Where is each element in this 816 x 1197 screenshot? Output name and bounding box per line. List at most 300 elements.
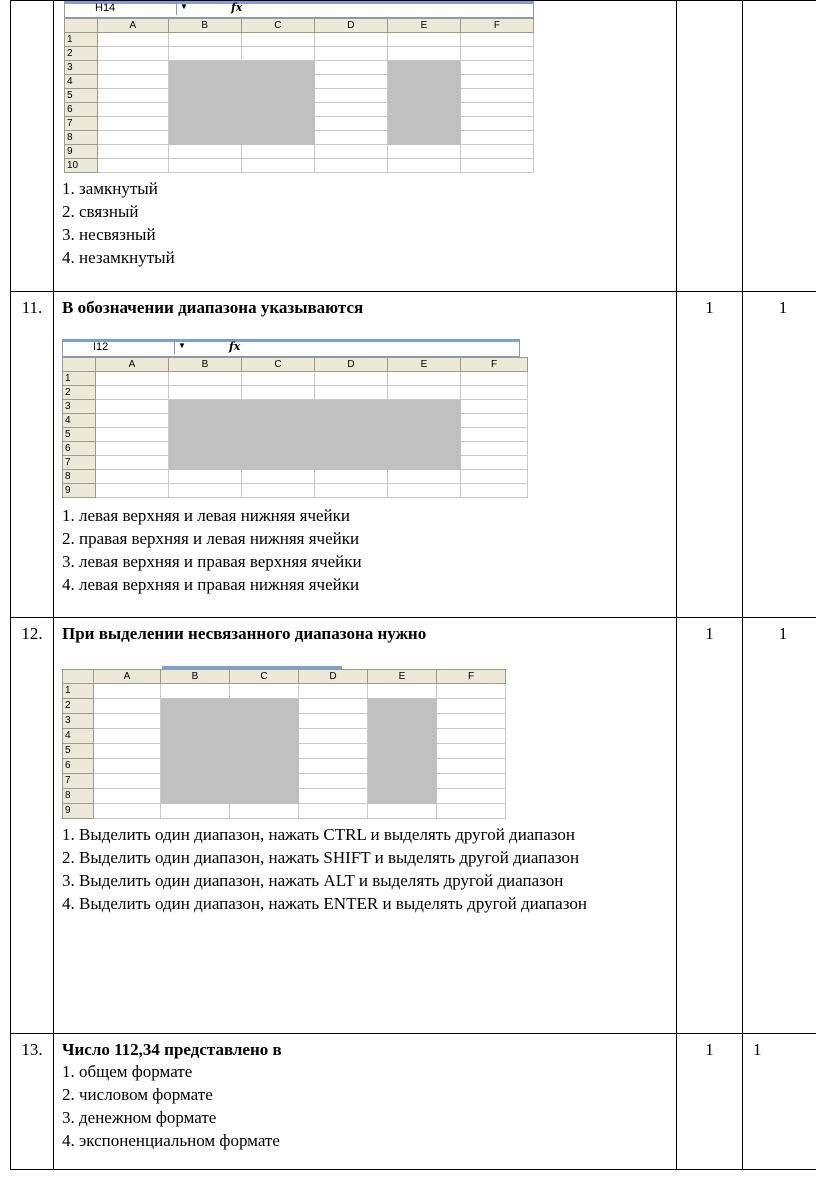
cell — [460, 89, 533, 103]
grid-row — [63, 470, 528, 484]
cell — [230, 744, 299, 759]
cell — [241, 61, 314, 75]
cell — [299, 744, 368, 759]
cell — [230, 699, 299, 714]
question-row-12 — [11, 618, 816, 1034]
cell — [242, 372, 315, 386]
answer-list — [62, 1060, 670, 1152]
answer-option: 4. незамкнутый — [62, 248, 175, 267]
cell — [315, 470, 388, 484]
row-header: 10 — [65, 159, 98, 173]
column-header: F — [460, 19, 533, 33]
cell — [460, 159, 533, 173]
formula-bar — [62, 339, 520, 357]
answer-option: 4. Выделить один диапазон, нажать ENTER и выделять другой диапазон — [62, 894, 587, 913]
answer-option: 1. Выделить один диапазон, нажать CTRL и выделять другой диапазон — [62, 825, 575, 844]
answer-option: 2. Выделить один диапазон, нажать SHIFT и выделять другой диапазон — [62, 848, 580, 867]
grid-row — [63, 759, 506, 774]
cell — [315, 428, 388, 442]
cell — [387, 159, 460, 173]
cell — [169, 372, 242, 386]
cell — [94, 729, 161, 744]
cell — [242, 414, 315, 428]
row-header: 6 — [65, 103, 98, 117]
cell — [230, 684, 299, 699]
dropdown-arrow-icon: ▼ — [180, 2, 188, 11]
cell — [97, 131, 168, 145]
cell — [97, 47, 168, 61]
cell — [161, 759, 230, 774]
cell — [242, 428, 315, 442]
cell — [168, 89, 241, 103]
cell — [168, 131, 241, 145]
grid-row — [63, 484, 528, 498]
column-header: A — [97, 19, 168, 33]
corner-cell — [63, 358, 96, 372]
cell — [241, 117, 314, 131]
cell — [94, 804, 161, 819]
grid-row — [63, 684, 506, 699]
row-header: 1 — [63, 684, 94, 699]
question-title: В обозначении диапазона указываются — [62, 298, 364, 317]
cell — [242, 400, 315, 414]
grid-row — [63, 774, 506, 789]
grid-row — [65, 131, 534, 145]
cell — [97, 117, 168, 131]
cell — [242, 442, 315, 456]
formula-bar — [64, 1, 534, 18]
name-box: I12 — [63, 340, 175, 354]
cell — [230, 774, 299, 789]
cell — [94, 789, 161, 804]
cell — [168, 75, 241, 89]
answer-option: 2. связный — [62, 202, 139, 221]
cell — [388, 484, 461, 498]
grid-row — [63, 428, 528, 442]
test-table — [10, 0, 816, 1170]
cell — [230, 714, 299, 729]
cell — [461, 372, 528, 386]
cell — [161, 684, 230, 699]
dropdown-arrow-icon: ▼ — [178, 341, 186, 350]
column-header: A — [96, 358, 169, 372]
corner-cell — [65, 19, 98, 33]
cell — [299, 729, 368, 744]
cell — [315, 372, 388, 386]
cell — [161, 774, 230, 789]
cell — [96, 428, 169, 442]
grid-row — [65, 47, 534, 61]
row-header: 8 — [63, 470, 96, 484]
cell — [315, 456, 388, 470]
grid-row — [65, 103, 534, 117]
cell — [242, 456, 315, 470]
row-header: 7 — [63, 456, 96, 470]
cell — [437, 759, 506, 774]
cell — [314, 33, 387, 47]
cell — [461, 386, 528, 400]
fx-icon: fx — [229, 340, 241, 353]
cell — [461, 414, 528, 428]
cell — [299, 789, 368, 804]
answer-option: 3. левая верхняя и правая верхняя ячейки — [62, 552, 362, 571]
grid-row — [63, 414, 528, 428]
cell — [169, 428, 242, 442]
cell — [241, 89, 314, 103]
answer-option: 4. экспоненциальном формате — [62, 1131, 280, 1150]
column-header: C — [241, 19, 314, 33]
score-cell — [677, 1, 743, 292]
cell — [315, 442, 388, 456]
cell — [368, 744, 437, 759]
grid-row — [65, 33, 534, 47]
cell — [242, 484, 315, 498]
cell — [461, 400, 528, 414]
row-header: 5 — [65, 89, 98, 103]
cell — [94, 699, 161, 714]
cell — [461, 442, 528, 456]
cell — [314, 89, 387, 103]
grid-row — [65, 145, 534, 159]
fx-icon: fx — [231, 1, 243, 14]
cell — [169, 400, 242, 414]
row-header: 4 — [63, 414, 96, 428]
cell — [96, 372, 169, 386]
cell — [96, 456, 169, 470]
cell — [299, 699, 368, 714]
cell — [96, 484, 169, 498]
score-cell: 1 — [677, 292, 743, 618]
cell — [315, 400, 388, 414]
cell — [241, 103, 314, 117]
cell — [169, 442, 242, 456]
cell — [461, 428, 528, 442]
cell — [460, 33, 533, 47]
cell — [168, 103, 241, 117]
cell — [94, 759, 161, 774]
cell — [368, 684, 437, 699]
cell — [388, 456, 461, 470]
row-header: 6 — [63, 442, 96, 456]
column-header: B — [168, 19, 241, 33]
grid-row — [65, 159, 534, 173]
cell — [388, 414, 461, 428]
cell-grid — [62, 357, 528, 498]
column-header: F — [461, 358, 528, 372]
row-header: 9 — [63, 484, 96, 498]
cell — [460, 117, 533, 131]
cell — [299, 684, 368, 699]
cell-grid — [62, 669, 506, 819]
score-cell: 1 — [743, 618, 816, 1034]
cell — [230, 804, 299, 819]
cell — [388, 442, 461, 456]
cell — [161, 789, 230, 804]
cell — [168, 47, 241, 61]
cell — [242, 386, 315, 400]
cell — [315, 484, 388, 498]
cell — [241, 33, 314, 47]
column-header: C — [242, 358, 315, 372]
grid-row — [63, 400, 528, 414]
cell — [315, 414, 388, 428]
question-body — [54, 1, 677, 292]
score-cell: 1 — [677, 618, 743, 1034]
column-header: B — [169, 358, 242, 372]
cell — [299, 759, 368, 774]
grid-row — [65, 75, 534, 89]
grid-row — [63, 386, 528, 400]
answer-list — [62, 177, 670, 269]
grid-row — [63, 744, 506, 759]
cell — [387, 33, 460, 47]
cell — [314, 75, 387, 89]
grid-row — [65, 117, 534, 131]
cell — [437, 789, 506, 804]
cell — [460, 131, 533, 145]
cell — [314, 145, 387, 159]
cell — [168, 159, 241, 173]
question-number — [11, 1, 54, 292]
cell — [387, 145, 460, 159]
answer-option: 3. денежном формате — [62, 1108, 217, 1127]
cell — [299, 714, 368, 729]
cell — [368, 714, 437, 729]
cell — [242, 470, 315, 484]
row-header: 8 — [63, 789, 94, 804]
cell — [368, 789, 437, 804]
grid-row — [65, 89, 534, 103]
row-header: 9 — [65, 145, 98, 159]
score-cell: 1 — [743, 292, 816, 618]
cell — [299, 804, 368, 819]
question-title: Число 112,34 представлено в — [62, 1040, 282, 1059]
cell — [168, 117, 241, 131]
cell-grid — [64, 18, 534, 173]
question-number: 13. — [11, 1034, 54, 1170]
cell — [96, 386, 169, 400]
cell — [161, 729, 230, 744]
cell — [169, 456, 242, 470]
row-header: 6 — [63, 759, 94, 774]
cell — [460, 75, 533, 89]
row-header: 8 — [65, 131, 98, 145]
question-body — [54, 292, 677, 618]
row-header: 3 — [63, 714, 94, 729]
score-cell: 1 — [677, 1034, 743, 1170]
answer-list — [62, 823, 670, 915]
cell — [161, 714, 230, 729]
column-header: B — [161, 670, 230, 684]
cell — [96, 470, 169, 484]
cell — [314, 159, 387, 173]
cell — [314, 117, 387, 131]
grid-row — [63, 699, 506, 714]
grid-row — [65, 61, 534, 75]
cell — [168, 145, 241, 159]
grid-row — [63, 729, 506, 744]
answer-option: 2. правая верхняя и левая нижняя ячейки — [62, 529, 360, 548]
column-header: E — [387, 19, 460, 33]
row-header: 1 — [65, 33, 98, 47]
row-header: 1 — [63, 372, 96, 386]
cell — [230, 729, 299, 744]
cell — [314, 61, 387, 75]
cell — [230, 759, 299, 774]
cell — [388, 470, 461, 484]
cell — [96, 414, 169, 428]
column-header: E — [368, 670, 437, 684]
score-cell: 1 — [743, 1034, 816, 1170]
cell — [387, 103, 460, 117]
grid-row — [63, 804, 506, 819]
spreadsheet-image — [62, 666, 502, 819]
cell — [368, 699, 437, 714]
cell — [161, 804, 230, 819]
name-box: H14 — [65, 1, 177, 15]
column-header: D — [299, 670, 368, 684]
score-cell — [743, 1, 816, 292]
cell — [169, 484, 242, 498]
row-header: 3 — [63, 400, 96, 414]
cell — [387, 131, 460, 145]
cell — [97, 61, 168, 75]
column-header: D — [314, 19, 387, 33]
cell — [315, 386, 388, 400]
cell — [241, 159, 314, 173]
spreadsheet-image — [62, 339, 520, 498]
cell — [368, 804, 437, 819]
cell — [169, 386, 242, 400]
cell — [368, 729, 437, 744]
cell — [241, 75, 314, 89]
column-header: E — [388, 358, 461, 372]
cell — [96, 442, 169, 456]
cell — [437, 729, 506, 744]
cell — [387, 75, 460, 89]
row-header: 7 — [65, 117, 98, 131]
cell — [460, 47, 533, 61]
cell — [97, 145, 168, 159]
cell — [97, 89, 168, 103]
column-header-row — [63, 358, 528, 372]
row-header: 9 — [63, 804, 94, 819]
question-row-11 — [11, 292, 816, 618]
cell — [168, 61, 241, 75]
question-row-10 — [11, 1, 816, 292]
answer-option: 1. замкнутый — [62, 179, 158, 198]
cell — [168, 33, 241, 47]
cell — [387, 47, 460, 61]
cell — [461, 456, 528, 470]
cell — [241, 131, 314, 145]
cell — [437, 714, 506, 729]
cell — [96, 400, 169, 414]
question-number: 12. — [11, 618, 54, 1034]
row-header: 2 — [63, 699, 94, 714]
cell — [97, 159, 168, 173]
question-number: 11. — [11, 292, 54, 618]
cell — [460, 61, 533, 75]
cell — [299, 774, 368, 789]
cell — [368, 759, 437, 774]
cell — [461, 484, 528, 498]
cell — [94, 684, 161, 699]
row-header: 7 — [63, 774, 94, 789]
row-header: 2 — [65, 47, 98, 61]
question-body — [54, 1034, 677, 1170]
answer-option: 2. числовом формате — [62, 1085, 213, 1104]
cell — [94, 744, 161, 759]
answer-option: 3. Выделить один диапазон, нажать ALT и выделять другой диапазон — [62, 871, 564, 890]
cell — [314, 131, 387, 145]
cell — [241, 47, 314, 61]
answer-option: 4. левая верхняя и правая нижняя ячейки — [62, 575, 360, 594]
cell — [314, 47, 387, 61]
column-header-row — [65, 19, 534, 33]
cell — [169, 470, 242, 484]
cell — [437, 804, 506, 819]
row-header: 5 — [63, 744, 94, 759]
cell — [161, 699, 230, 714]
cell — [97, 33, 168, 47]
cell — [460, 145, 533, 159]
grid-row — [63, 442, 528, 456]
row-header: 5 — [63, 428, 96, 442]
question-title: При выделении несвязанного диапазона нужно — [62, 624, 427, 643]
cell — [388, 400, 461, 414]
question-row-13 — [11, 1034, 816, 1170]
cell — [97, 103, 168, 117]
row-header: 3 — [65, 61, 98, 75]
cell — [437, 744, 506, 759]
answer-list — [62, 504, 670, 596]
cell — [437, 699, 506, 714]
column-header: A — [94, 670, 161, 684]
cell — [230, 789, 299, 804]
grid-row — [63, 789, 506, 804]
answer-option: 3. несвязный — [62, 225, 156, 244]
row-header: 4 — [63, 729, 94, 744]
cell — [314, 103, 387, 117]
row-header: 4 — [65, 75, 98, 89]
column-header: F — [437, 670, 506, 684]
question-body — [54, 618, 677, 1034]
cell — [388, 428, 461, 442]
cell — [388, 386, 461, 400]
cell — [94, 774, 161, 789]
cell — [97, 75, 168, 89]
cell — [368, 774, 437, 789]
cell — [387, 89, 460, 103]
cell — [460, 103, 533, 117]
column-header-row — [63, 670, 506, 684]
cell — [387, 117, 460, 131]
grid-row — [63, 714, 506, 729]
answer-option: 1. общем формате — [62, 1062, 193, 1081]
answer-option: 1. левая верхняя и левая нижняя ячейки — [62, 506, 350, 525]
cell — [388, 372, 461, 386]
cell — [437, 774, 506, 789]
spreadsheet-image — [64, 1, 534, 173]
corner-cell — [63, 670, 94, 684]
grid-row — [63, 456, 528, 470]
cell — [387, 61, 460, 75]
cell — [461, 470, 528, 484]
column-header: C — [230, 670, 299, 684]
row-header: 2 — [63, 386, 96, 400]
cell — [169, 414, 242, 428]
